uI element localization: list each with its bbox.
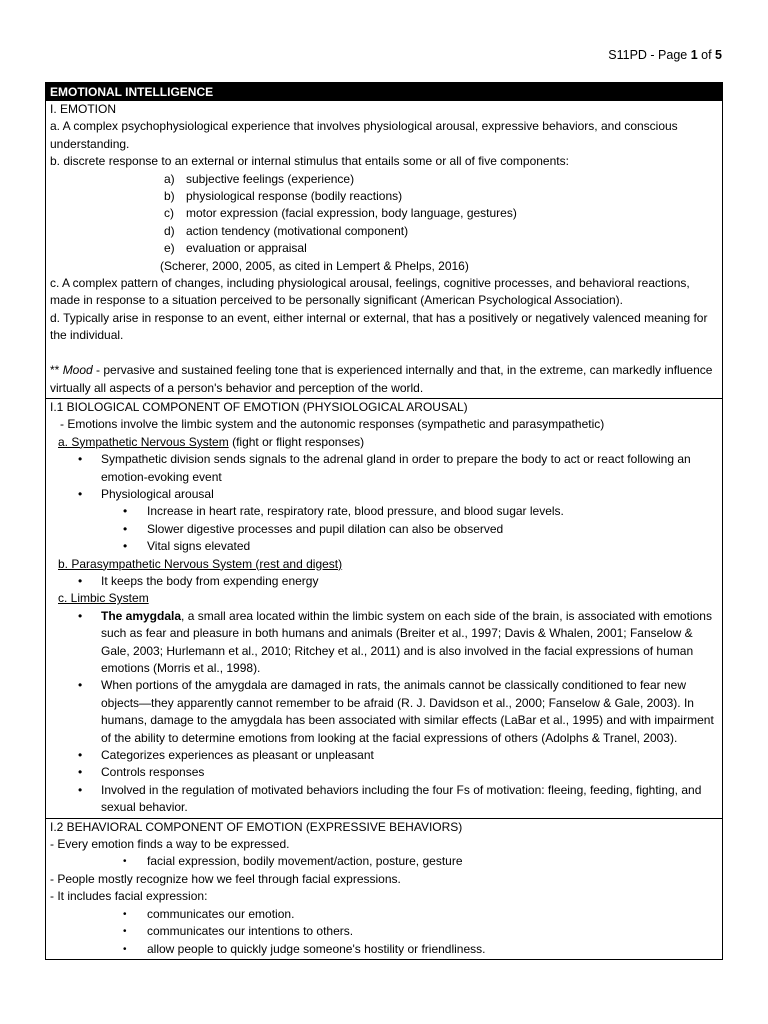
document-table bbox=[45, 82, 723, 960]
section-emotion bbox=[46, 101, 722, 399]
header-prefix: S11PD - Page bbox=[608, 48, 691, 62]
behav-line: - It includes facial expression: bbox=[50, 889, 208, 904]
page-header bbox=[608, 48, 722, 62]
list-item: • When portions of the amygdala are damaged in rats, the animals cannot be classically conditioned to fear new objects—they apparently cannot remember to be afraid (R. J. Davidson et al., 2000; Fanselow & Gale, 2003). In humans, damage to the amygdala has been associated with similar effects (LaBar et al., 1995) and with impairment of the ability to determine emotions from looking at the facial expressions of others (Adolphs & Tranel, 2003). bbox=[50, 677, 718, 747]
definition-c: c. A complex pattern of changes, including physiological arousal, feelings, cognitive processes, and behavioral reactions, made in response to a situation perceived to be personally significant (American Psychological Association). bbox=[50, 276, 690, 308]
definition-b: b. discrete response to an external or internal stimulus that entails some or all of five components: bbox=[50, 154, 569, 169]
list-item: • Controls responses bbox=[50, 764, 718, 781]
amygdala-term: The amygdala bbox=[101, 608, 182, 623]
component-item: a) subjective feelings (experience) bbox=[164, 171, 355, 186]
list-item: • It keeps the body from expending energy bbox=[50, 573, 718, 590]
list-item: • Involved in the regulation of motivated behaviors including the four Fs of motivation: fleeing, feeding, fighting, and sexual behavior. bbox=[50, 782, 718, 817]
section-heading: I. EMOTION bbox=[50, 102, 116, 116]
component-item: e) evaluation or appraisal bbox=[164, 241, 307, 256]
definition-a: a. A complex psychophysiological experience that involves physiological arousal, expressive behaviors, and conscious understanding. bbox=[50, 119, 678, 151]
component-item: c) motor expression (facial expression, body language, gestures) bbox=[164, 206, 517, 221]
component-item: b) physiological response (bodily reactions) bbox=[164, 189, 403, 204]
section-biological bbox=[46, 399, 722, 819]
mood-term: Mood bbox=[62, 363, 93, 378]
list-item: • Vital signs elevated bbox=[50, 538, 718, 555]
bio-intro: - Emotions involve the limbic system and the autonomic responses (sympathetic and parasympathetic) bbox=[60, 417, 605, 432]
list-item: • Sympathetic division sends signals to the adrenal gland in order to prepare the body to act or react following an emotion-evoking event bbox=[50, 451, 718, 486]
section-behavioral bbox=[46, 819, 722, 960]
header-of: of bbox=[697, 48, 716, 62]
mood-note: ** Mood - pervasive and sustained feeling tone that is experienced internally and that, in the extreme, can markedly influence virtually all aspects of a person's behavior and perception of the world. bbox=[50, 363, 713, 395]
list-item: • communicates our intentions to others. bbox=[50, 923, 718, 940]
definition-d: d. Typically arise in response to an event, either internal or external, that has a positively or negatively valenced meaning for the individual. bbox=[50, 310, 708, 343]
list-item: • Slower digestive processes and pupil dilation can also be observed bbox=[50, 521, 718, 538]
list-item: • facial expression, bodily movement/action, posture, gesture bbox=[50, 853, 718, 870]
list-item: • Categorizes experiences as pleasant or unpleasant bbox=[50, 747, 718, 764]
component-item: d) action tendency (motivational component) bbox=[164, 223, 409, 238]
document-title: EMOTIONAL INTELLIGENCE bbox=[46, 83, 722, 101]
spacer bbox=[50, 345, 718, 362]
behav-line: - Every emotion finds a way to be expressed. bbox=[50, 837, 290, 852]
sympathetic-title: a. Sympathetic Nervous System (fight or flight responses) bbox=[58, 434, 365, 449]
citation: (Scherer, 2000, 2005, as cited in Lempert & Phelps, 2016) bbox=[160, 258, 469, 273]
limbic-title: c. Limbic System bbox=[58, 591, 149, 606]
parasympathetic-title: b. Parasympathetic Nervous System (rest and digest) bbox=[58, 556, 343, 571]
list-item: • allow people to quickly judge someone's hostility or friendliness. bbox=[50, 941, 718, 958]
list-item: • Physiological arousal bbox=[50, 486, 718, 503]
behav-line: - People mostly recognize how we feel through facial expressions. bbox=[50, 871, 401, 886]
page-number: 1 bbox=[690, 48, 698, 62]
list-item: • The amygdala, a small area located within the limbic system on each side of the brain, is associated with emotions such as fear and pleasure in both humans and animals (Breiter et al., 1997; Davis & Whalen, 2001; Fanselow & Gale, 2003; Hurlemann et al., 2010; Ritchey et al., 2011) and is also involved in the facial expressions of human emotions (Morris et al., 1998). bbox=[50, 608, 718, 678]
section-heading: I.1 BIOLOGICAL COMPONENT OF EMOTION (PHYSIOLOGICAL AROUSAL) bbox=[50, 399, 468, 414]
list-item: • communicates our emotion. bbox=[50, 906, 718, 923]
page-total: 5 bbox=[715, 48, 722, 62]
section-heading: I.2 BEHAVIORAL COMPONENT OF EMOTION (EXPRESSIVE BEHAVIORS) bbox=[50, 819, 463, 834]
list-item: • Increase in heart rate, respiratory rate, blood pressure, and blood sugar levels. bbox=[50, 503, 718, 520]
